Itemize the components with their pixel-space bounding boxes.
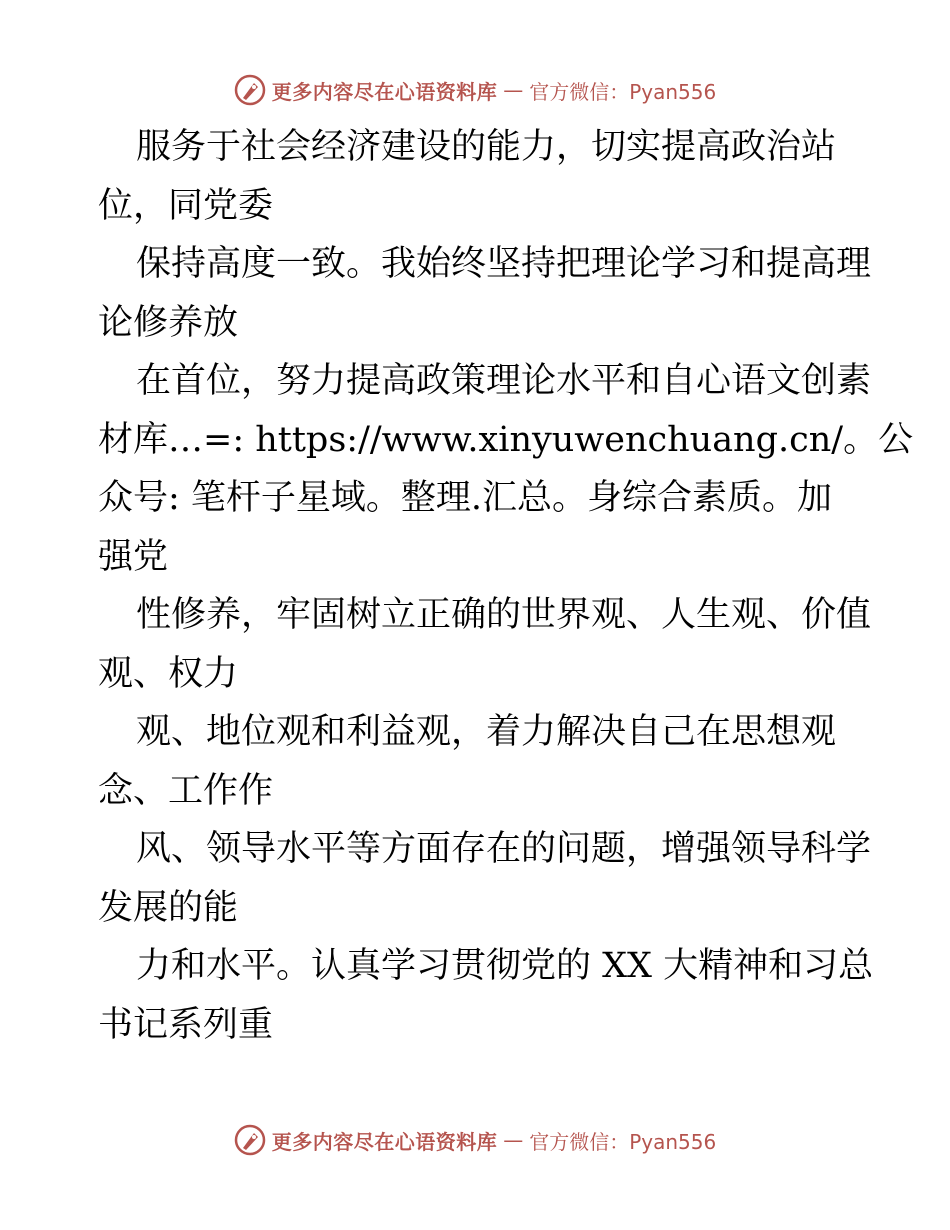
footer-banner-text: 更多内容尽在心语资料库: [271, 1129, 498, 1154]
text-line: 论修养放: [98, 302, 239, 343]
text-line: 在首位，努力提高政策理论水平和自心语文创素: [136, 361, 872, 401]
text-line: 性修养，牢固树立正确的世界观、人生观、价值: [136, 595, 872, 635]
footer-banner: [0, 1120, 950, 1160]
text-line: 保持高度一致。我始终坚持把理论学习和提高理: [136, 244, 872, 284]
document-body: [98, 118, 914, 1054]
text-line: 强党: [98, 536, 169, 577]
text-line: 位，同党委: [98, 185, 274, 226]
header-banner-contact: 官方微信：Pyan556: [529, 79, 717, 104]
header-banner-separator: —: [503, 78, 524, 102]
text-line: 念、工作作: [98, 770, 274, 811]
text-line: 观、权力: [98, 653, 239, 694]
footer-banner-contact: 官方微信：Pyan556: [529, 1129, 717, 1154]
text-line: 风、领导水平等方面存在的问题，增强领导科学: [136, 829, 872, 869]
text-line: 观、地位观和利益观，着力解决自己在思想观: [136, 712, 837, 752]
text-line-url: 材库…=: https://www.xinyuwenchuang.cn/。公: [98, 419, 914, 460]
header-banner: [0, 70, 950, 110]
header-banner-text: 更多内容尽在心语资料库: [271, 79, 498, 104]
text-line: 服务于社会经济建设的能力，切实提高政治站: [136, 127, 837, 167]
text-line: 力和水平。认真学习贯彻党的 XX 大精神和习总: [136, 946, 874, 986]
text-line: 书记系列重: [98, 1004, 274, 1045]
pen-nib-logo-icon: [234, 1124, 266, 1156]
text-line: 发展的能: [98, 887, 239, 928]
text-line: 众号: 笔杆子星域。整理.汇总。身综合素质。加: [98, 478, 833, 518]
footer-banner-separator: —: [503, 1128, 524, 1152]
pen-nib-logo-icon: [234, 74, 266, 106]
